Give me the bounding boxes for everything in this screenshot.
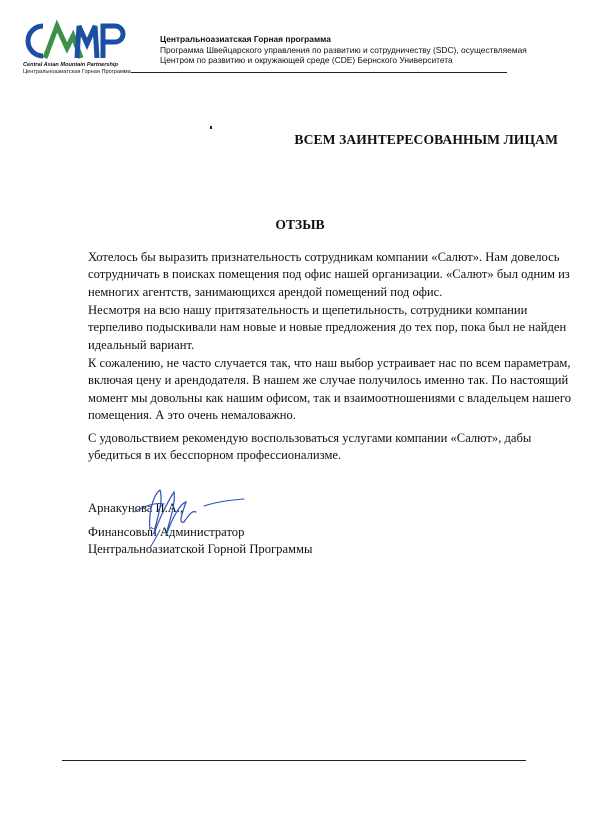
paragraph-line: К сожалению, не часто случается так, что наш выбор устраивает нас по всем параметрам,: [88, 356, 571, 370]
paragraph-line: помещения. А это очень немаловажно.: [88, 408, 296, 423]
org-line-2: Программа Швейцарского управления по развитию и сотрудничеству (SDC), осуществляемая: [160, 44, 527, 55]
paragraph-line: момент мы довольны как нашим офисом, так и взаимоотношениями с владельцем нашего: [88, 390, 572, 405]
paragraph-line: Хотелось бы выразить признательность сотрудникам компании «Салют». Нам довелось: [88, 250, 560, 264]
addressee: ВСЕМ ЗАИНТЕРЕСОВАННЫМ ЛИЦАМ: [294, 132, 558, 147]
logo-caption-ru: Центральноазиатская Горная Программа: [23, 68, 131, 75]
logo-caption-en: Central Asian Mountain Partnership: [23, 62, 118, 68]
signatory-organization: Центральноазиатской Горной Программы: [88, 542, 313, 556]
signatory-position: Финансовый Администратор: [88, 525, 245, 539]
scan-mark: [210, 126, 212, 129]
camp-logo-icon: [23, 18, 127, 64]
paragraph-line: терпеливо подыскивали нам новые и новые предложения до тех пор, пока был не найден: [88, 320, 567, 335]
org-title: Центральноазиатская Горная программа: [160, 34, 331, 44]
paragraph-1: [88, 249, 568, 301]
header-divider: [131, 72, 507, 73]
paragraph-4: [88, 430, 568, 465]
logo-caption: [23, 62, 135, 75]
org-header: [160, 34, 580, 66]
paragraph-line: Несмотря на всю нашу притязательность и щепетильность, сотрудники компании: [88, 303, 528, 317]
handwritten-signature: [120, 472, 250, 552]
signatory-name: Арнакунова И.А.,: [88, 501, 184, 515]
paragraph-line: убедиться в их бесспорном профессионализме.: [88, 448, 342, 463]
paragraph-line: сотрудничать в поисках помещения под офис нашей организации. «Салют» был одним из: [88, 267, 570, 282]
paragraph-line: включая цену и арендодателя. В нашем же случае получилось именно так. По настоящий: [88, 373, 569, 388]
paragraph-line: С удовольствием рекомендую воспользоваться услугами компании «Салют», дабы: [88, 431, 532, 445]
document-title: ОТЗЫВ: [275, 217, 325, 232]
footer-divider: [62, 760, 526, 761]
paragraph-line: идеальный вариант.: [88, 337, 195, 352]
paragraph-3: [88, 355, 572, 425]
paragraph-line: немногих агентств, занимающихся арендой помещений под офис.: [88, 284, 443, 299]
paragraph-2: [88, 302, 568, 354]
org-line-3: Центром по развитию и окружающей среде (CDE) Бернского Университета: [160, 55, 453, 65]
